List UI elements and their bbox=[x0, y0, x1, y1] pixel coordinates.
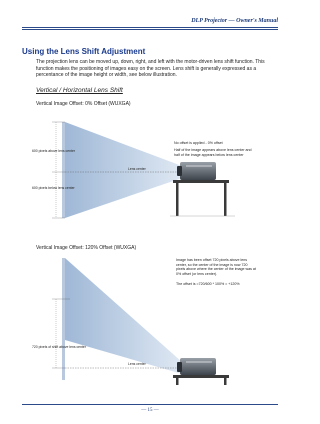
figure2-note-1: Image has been offset 720 pixels above lens center, so the center of the image is now 720 pixels above where the center of the image was at 0% offset (or lens center). bbox=[176, 258, 256, 276]
projector-vent bbox=[186, 361, 212, 363]
projector-body bbox=[180, 162, 216, 180]
projector-lens bbox=[177, 166, 182, 176]
shift-label: 720 pixels of shift above lens center bbox=[32, 345, 86, 349]
projection-beam bbox=[65, 122, 182, 218]
table-leg-right bbox=[224, 378, 227, 385]
projection-beam bbox=[65, 258, 182, 374]
label-above: 600 pixels above lens center bbox=[32, 149, 75, 153]
projector-body bbox=[180, 358, 216, 375]
header-title: DLP Projector — Owner's Manual bbox=[191, 18, 278, 24]
projector-vent bbox=[186, 165, 212, 167]
table-leg-right bbox=[224, 183, 227, 216]
lens-center-label: Lens center bbox=[128, 362, 146, 366]
label-below: 600 pixels below lens center bbox=[32, 186, 75, 190]
figure1-caption: Vertical Image Offset: 0% Offset (WUXGA) bbox=[36, 101, 131, 107]
table-leg-left bbox=[176, 378, 179, 385]
table-top bbox=[173, 180, 229, 183]
screen bbox=[62, 258, 65, 380]
section-title: Using the Lens Shift Adjustment bbox=[22, 47, 146, 56]
header-rule-secondary bbox=[22, 29, 278, 30]
page-number: — 15 — bbox=[141, 408, 159, 413]
figure1-diagram bbox=[30, 108, 270, 228]
subsection-title: Vertical / Horizontal Lens Shift bbox=[36, 87, 123, 94]
screen bbox=[62, 122, 65, 218]
figure1-note-2: Half of the image appears above lens center and half of the image appears below lens center bbox=[174, 148, 252, 157]
table-top bbox=[173, 375, 229, 378]
intro-paragraph: The projection lens can be moved up, down, right, and left with the motor-driven lens shift function. This function makes the positioning of images easy on the screen. Lens shift is generally expressed as a percentance of the image height or width, see below illustration. bbox=[36, 59, 265, 79]
lens-center-label: Lens center bbox=[128, 167, 146, 171]
figure2-caption: Vertical Image Offset: 120% Offset (WUXGA) bbox=[36, 245, 137, 251]
footer-rule bbox=[22, 404, 278, 405]
header-rule bbox=[22, 27, 278, 28]
figure2-note-2: The offset is =720/600 * 100% = +120% bbox=[176, 282, 240, 286]
projector-lens bbox=[177, 362, 182, 372]
table-leg-left bbox=[176, 183, 179, 216]
figure1-note-1: No offset is applied - 0% offset bbox=[174, 141, 223, 145]
